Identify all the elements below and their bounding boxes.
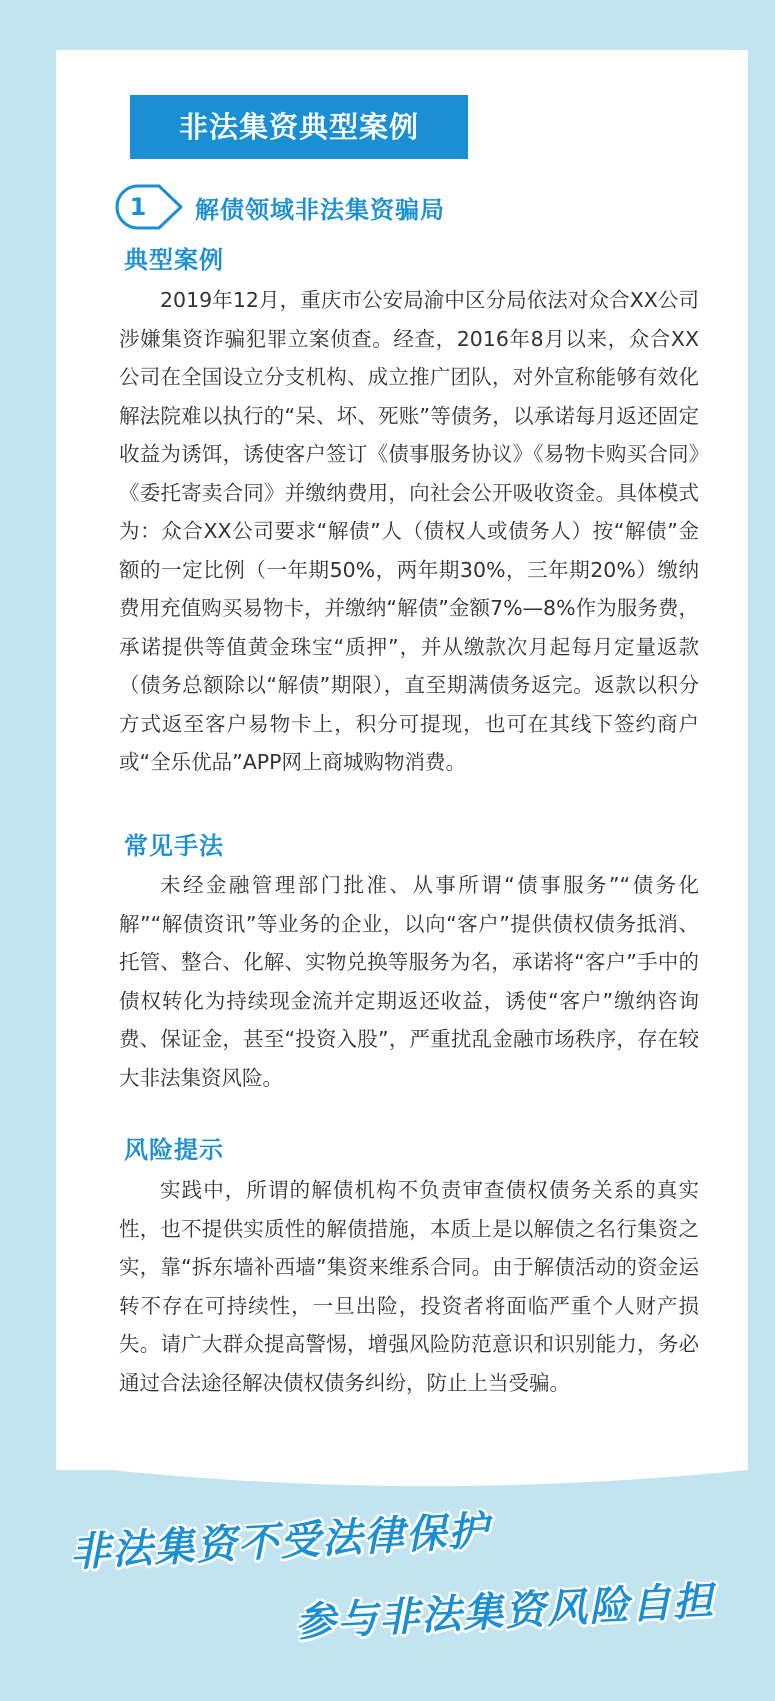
section-body-typical-case: 2019年12月，重庆市公安局渝中区分局依法对众合XX公司涉嫌集资诈骗犯罪立案侦查。经查，2016年8月以来，众合XX公司在全国设立分支机构、成立推广团队，对外宣称能够有效化解法院难以执行的“呆、坏、死账”等债务，以承诺每月返还固定收益为诱饵，诱使客户签订《债事服务协议》《易物卡购买合同》《委托寄卖合同》并缴纳费用，向社会公开吸收资金。具体模式为：众合XX公司要求“解债”人（债权人或债务人）按“解债”金额的一定比例（一年期50%，两年期30%，三年期20%）缴纳费用充值购买易物卡，并缴纳“解债”金额7%—8%作为服务费，承诺提供等值黄金珠宝“质押”，并从缴款次月起每月定量返款（债务总额除以“解债”期限），直至期满债务返完。返款以积分方式返至客户易物卡上，积分可提现，也可在其线下签约商户或“全乐优品”APP网上商城购物消费。 <box>119 288 699 774</box>
case-number: 1 <box>129 193 147 221</box>
case-number-badge <box>115 184 183 230</box>
slogan-line-2: 参与非法集资风险自担 <box>294 1578 717 1646</box>
section-body-risk-warning: 实践中，所谓的解债机构不负责审查债权债务关系的真实性，也不提供实质性的解债措施，本质上是以解债之名行集资之实，靠“拆东墙补西墙”集资来维系合同。由于解债活动的资金运转不存在可持续性，一旦出险，投资者将面临严重个人财产损失。请广大群众提高警惕，增强风险防范意识和识别能力，务必通过合法途径解决债权债务纠纷，防止上当受骗。 <box>119 1178 699 1395</box>
section-body-common-methods: 未经金融管理部门批准、从事所谓“债事服务”“债务化解”“解债资讯”等业务的企业，以向“客户”提供债权债务抵消、托管、整合、化解、实物兑换等服务为名，承诺将“客户”手中的债权转化为持续现金流并定期返还收益，诱使“客户”缴纳咨询费、保证金，甚至“投资入股”，严重扰乱金融市场秩序，存在较大非法集资风险。 <box>119 873 699 1090</box>
case-title: 解债领域非法集资骗局 <box>195 195 445 224</box>
section-heading-common-methods: 常见手法 <box>124 832 224 860</box>
page-title: 非法集资典型案例 <box>130 95 468 159</box>
slogan-line-1: 非法集资不受法律保护 <box>69 1508 492 1576</box>
section-heading-risk-warning: 风险提示 <box>124 1136 224 1164</box>
card-bottom-wave <box>0 1450 775 1510</box>
section-heading-typical-case: 典型案例 <box>124 246 224 274</box>
case-heading <box>115 184 445 230</box>
